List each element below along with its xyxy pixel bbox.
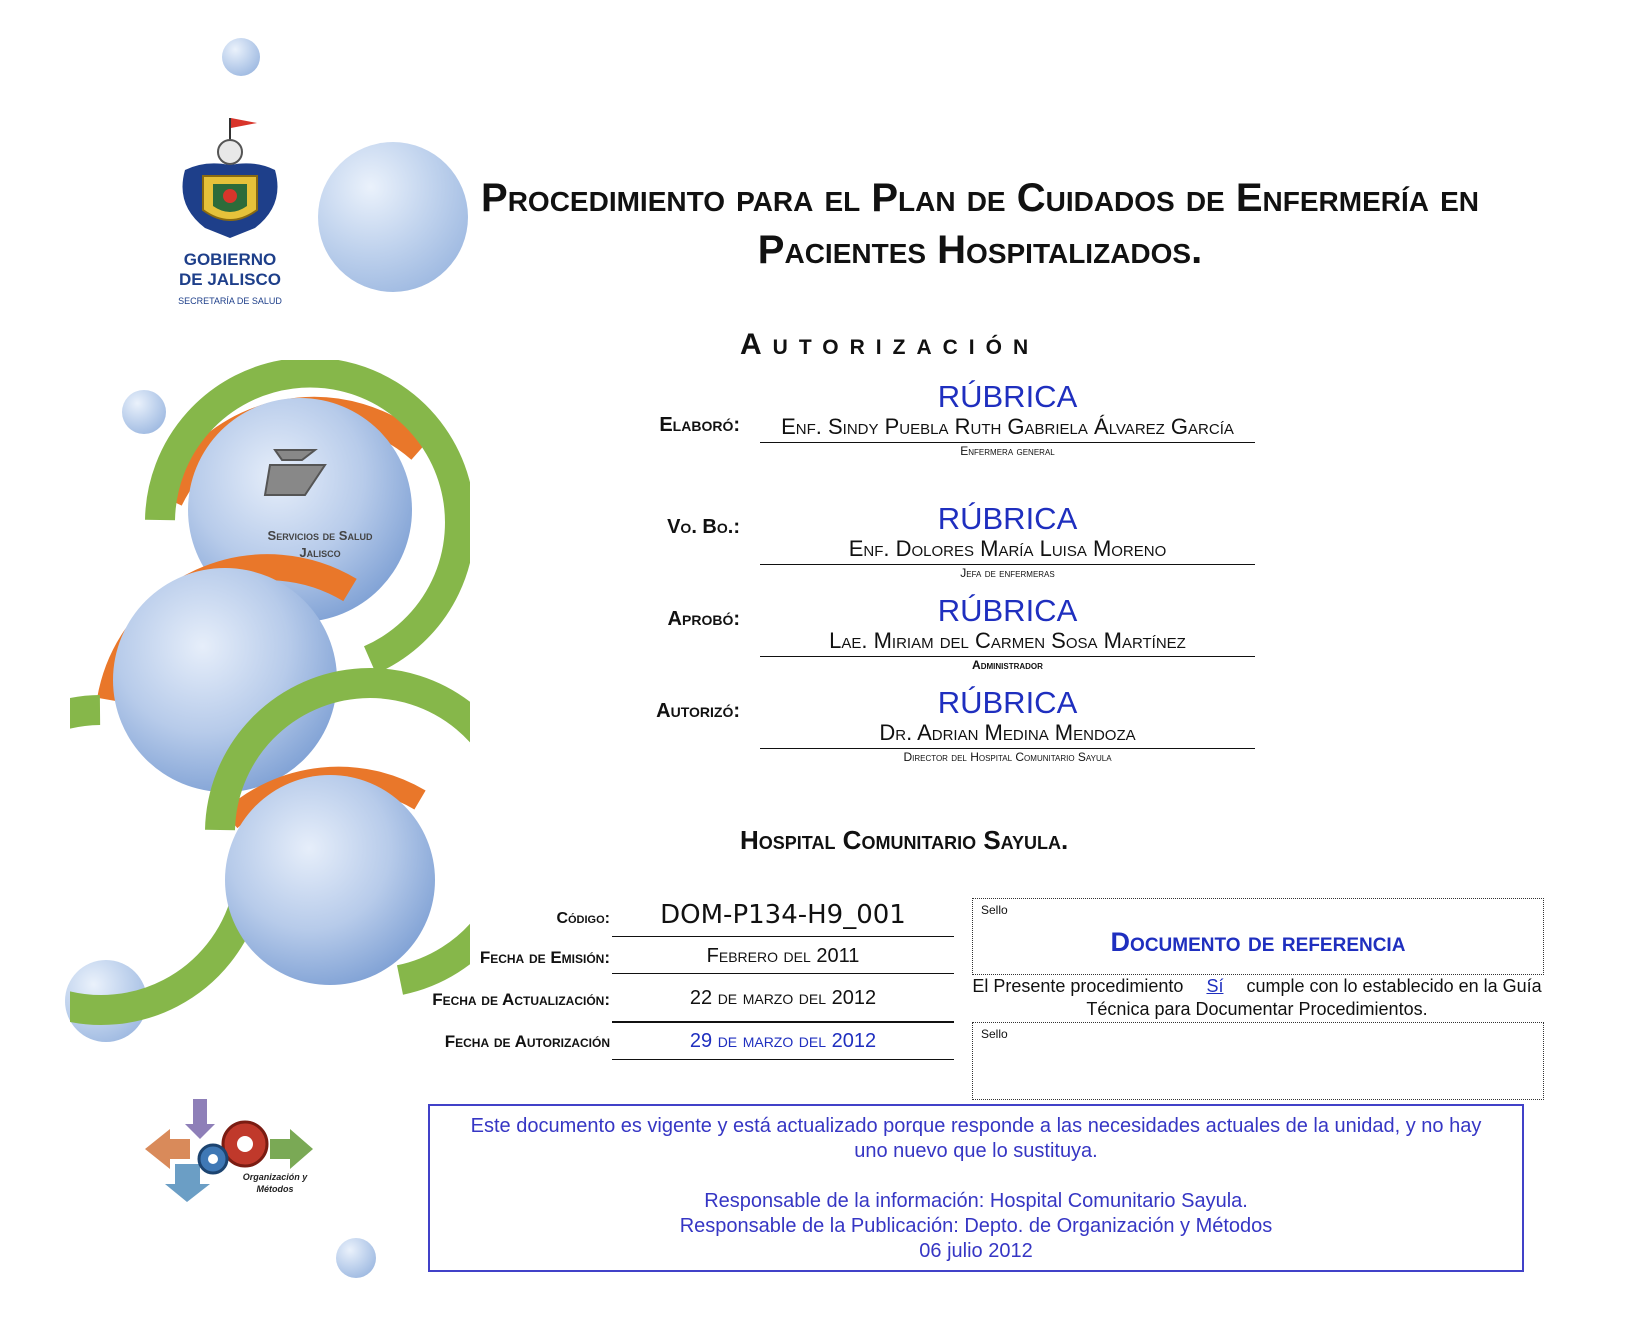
compliance-answer: Sí	[1206, 976, 1224, 996]
table-divider	[612, 1021, 954, 1023]
sello-label: Sello	[981, 903, 1008, 917]
actualizacion-label: Fecha de Actualización:	[432, 990, 610, 1009]
signer-name: Enf. Sindy Puebla Ruth Gabriela Álvarez García	[781, 414, 1234, 439]
org-logo-text-line2: Métodos	[256, 1184, 294, 1194]
servicios-salud-label-line1: Servicios de Salud	[267, 528, 373, 543]
signature-rubrica: RÚBRICA	[937, 685, 1078, 720]
decorative-bubble	[336, 1238, 376, 1278]
signature-row-elaboro	[620, 380, 1260, 488]
logo-title-line1: GOBIERNO	[183, 250, 277, 269]
signature-block	[760, 380, 1255, 459]
signature-label: Elaboró:	[659, 414, 740, 436]
servicios-salud-label-line2: Jalisco	[299, 545, 341, 560]
document-validity-box	[428, 1104, 1524, 1272]
autorizacion-label: Fecha de Autorización	[444, 1032, 610, 1051]
signature-label: Autorizó:	[656, 700, 740, 722]
coat-of-arms-icon	[165, 110, 295, 240]
signature-row-aprobo	[620, 594, 1260, 676]
signer-name: Dr. Adrian Medina Mendoza	[879, 720, 1136, 745]
signer-role: Enfermera general	[960, 444, 1055, 458]
sello-label: Sello	[981, 1027, 1008, 1041]
signature-block	[760, 502, 1255, 581]
validity-statement: Este documento es vigente y está actualizado porque responde a las necesidades actuales de la unidad, y no hay uno nuevo que lo sustituya.	[470, 1115, 1482, 1162]
signature-label: Vo. Bo.:	[667, 516, 740, 538]
emision-value: Febrero del 2011	[706, 945, 860, 967]
signature-row-vobo	[620, 502, 1260, 584]
autorizacion-value: 29 de marzo del 2012	[689, 1030, 877, 1052]
signer-role: Administrador	[972, 658, 1043, 672]
decorative-bubble	[222, 38, 260, 76]
signer-name: Lae. Miriam del Carmen Sosa Martínez	[829, 628, 1186, 653]
authorization-heading: Autorización	[740, 328, 1040, 361]
signature-rubrica: RÚBRICA	[937, 593, 1078, 628]
hospital-name: Hospital Comunitario Sayula.	[740, 825, 1069, 855]
table-divider	[612, 936, 954, 937]
codigo-value: DOM-P134-H9_001	[660, 900, 906, 930]
title-line2: Pacientes Hospitalizados.	[757, 228, 1203, 272]
codigo-label: Código:	[556, 910, 610, 927]
information-responsible: Responsable de la información: Hospital Comunitario Sayula.	[704, 1190, 1248, 1212]
compliance-text-after: cumple con lo establecido en la Guía Técnica para Documentar Procedimientos.	[1086, 976, 1542, 1019]
publication-responsible: Responsable de la Publicación: Depto. de Organización y Métodos	[679, 1215, 1273, 1237]
sello-blank-box	[972, 1022, 1544, 1100]
table-divider	[612, 973, 954, 974]
reference-compliance-text	[972, 975, 1542, 1021]
publication-date: 06 julio 2012	[919, 1240, 1033, 1262]
reference-document-title: Documento de referencia	[1110, 927, 1406, 957]
title-line1: Procedimiento para el Plan de Cuidados de Enfermería en	[481, 176, 1479, 220]
signature-rubrica: RÚBRICA	[937, 501, 1078, 536]
signature-label: Aprobó:	[667, 608, 740, 630]
org-logo-text-line1: Organización y	[242, 1172, 308, 1182]
signature-block	[760, 686, 1255, 765]
logo-title-line2: DE JALISCO	[178, 270, 282, 289]
compliance-text-before: El Presente procedimiento	[972, 976, 1184, 996]
decorative-cycle-graphic	[70, 360, 470, 1040]
actualizacion-value: 22 de marzo del 2012	[689, 987, 877, 1009]
signature-block	[760, 594, 1255, 673]
signature-row-autorizo	[620, 686, 1260, 768]
organizacion-metodos-logo	[145, 1094, 325, 1214]
signature-rubrica: RÚBRICA	[937, 379, 1078, 414]
signer-role: Jefa de enfermeras	[960, 566, 1055, 580]
sello-reference-box	[972, 898, 1544, 975]
signer-role: Director del Hospital Comunitario Sayula	[903, 750, 1112, 764]
gobierno-jalisco-logo	[165, 110, 295, 310]
emision-label: Fecha de Emisión:	[479, 948, 610, 967]
table-divider	[612, 1059, 954, 1060]
signer-name: Enf. Dolores María Luisa Moreno	[848, 536, 1167, 561]
page-title	[395, 172, 1565, 276]
logo-subtitle: SECRETARÍA DE SALUD	[178, 296, 282, 306]
